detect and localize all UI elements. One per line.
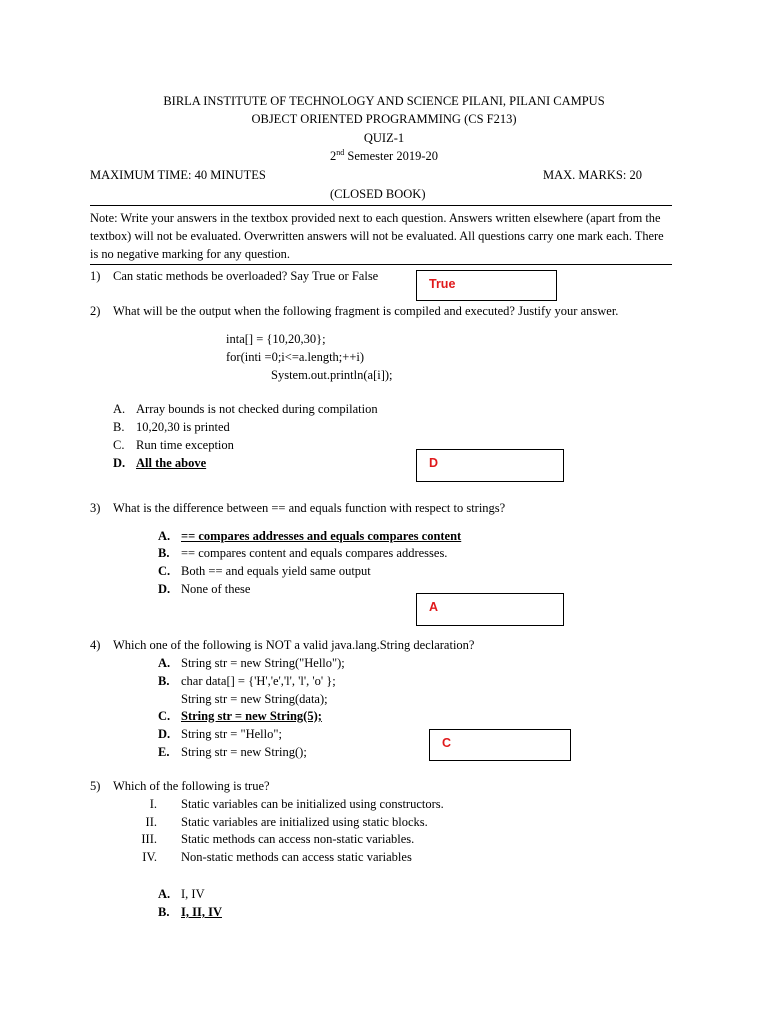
option-text-correct: String str = new String(5); (181, 709, 322, 723)
answer-3: A (429, 600, 439, 614)
code-line: inta[] = {10,20,30}; (226, 332, 326, 346)
option-letter: B. (158, 546, 170, 560)
answer-box-4[interactable] (429, 729, 571, 761)
semester-text: Semester 2019-20 (344, 149, 438, 163)
statement-text: Static methods can access non-static variables. (181, 832, 415, 846)
statement-text: Static variables are initialized using static blocks. (181, 815, 428, 829)
option-letter: D. (158, 727, 171, 741)
option-text: String str = new String(); (181, 745, 307, 759)
option-text: Run time exception (136, 438, 234, 452)
option-text: None of these (181, 582, 251, 596)
statement-text: Static variables can be initialized using constructors. (181, 797, 444, 811)
option-text: == compares content and equals compares addresses. (181, 546, 448, 560)
option-letter: A. (158, 656, 171, 670)
institute-name: BIRLA INSTITUTE OF TECHNOLOGY AND SCIENCE PILANI, PILANI CAMPUS (163, 94, 605, 108)
question-2-text: What will be the output when the following fragment is compiled and executed? Justify your answer. (113, 304, 619, 318)
code-line: for(inti =0;i<=a.length;++i) (226, 350, 365, 364)
instructions-note: Note: Write your answers in the textbox provided next to each question. Answers written elsewhere (apart from the textbox) will not be evaluated. Overwritten answers will not be evaluated. All questions carry one mark each. There is no negative marking for any question. (90, 211, 664, 261)
option-letter: A. (158, 529, 171, 543)
option-letter: D. (158, 582, 171, 596)
option-text-continued: String str = new String(data); (181, 692, 328, 706)
max-marks: MAX. MARKS: 20 (543, 168, 642, 182)
question-2-number: 2) (90, 304, 101, 318)
semester-line (0, 149, 768, 164)
answer-4: C (442, 736, 452, 750)
top-rule (90, 205, 672, 206)
question-1-text: Can static methods be overloaded? Say True or False (113, 269, 379, 283)
option-text-correct: All the above (136, 456, 207, 470)
question-3-text: What is the difference between == and equals function with respect to strings? (113, 501, 506, 515)
option-letter: B. (113, 420, 125, 434)
statement-numeral: III. (141, 832, 157, 846)
option-letter: C. (158, 564, 171, 578)
question-5-text: Which of the following is true? (113, 779, 270, 793)
option-text-correct: I, II, IV (181, 905, 222, 919)
option-letter: B. (158, 674, 170, 688)
option-letter: B. (158, 905, 170, 919)
option-letter: E. (158, 745, 170, 759)
statement-numeral: II. (145, 815, 157, 829)
course-title: OBJECT ORIENTED PROGRAMMING (CS F213) (251, 112, 517, 126)
statement-numeral: I. (149, 797, 157, 811)
option-text: 10,20,30 is printed (136, 420, 230, 434)
option-letter: D. (113, 456, 126, 470)
bottom-rule (90, 264, 672, 265)
option-text-correct: == compares addresses and equals compares content (181, 529, 462, 543)
option-letter: C. (158, 709, 171, 723)
max-time: MAXIMUM TIME: 40 MINUTES (90, 168, 266, 182)
option-letter: A. (113, 402, 126, 416)
question-3-number: 3) (90, 501, 101, 515)
question-1-number: 1) (90, 269, 101, 283)
option-text: I, IV (181, 887, 205, 901)
semester-number: 2 (330, 149, 337, 163)
answer-box-2[interactable] (416, 449, 564, 482)
exam-title: QUIZ-1 (363, 131, 405, 145)
option-text: Both == and equals yield same output (181, 564, 371, 578)
option-letter: C. (113, 438, 125, 452)
statement-numeral: IV. (142, 850, 157, 864)
option-text: String str = new String("Hello"); (181, 656, 345, 670)
answer-box-3[interactable] (416, 593, 564, 626)
semester-suffix: nd (336, 147, 345, 157)
answer-1: True (429, 277, 456, 291)
closed-book: (CLOSED BOOK) (330, 187, 426, 201)
option-text: char data[] = {'H','e','l', 'l', 'o' }; (181, 674, 336, 688)
code-line: System.out.println(a[i]); (271, 368, 393, 382)
statement-text: Non-static methods can access static variables (181, 850, 412, 864)
option-text: String str = "Hello"; (181, 727, 282, 741)
option-letter: A. (158, 887, 171, 901)
question-5-number: 5) (90, 779, 101, 793)
answer-2: D (429, 456, 439, 470)
question-4-text: Which one of the following is NOT a valid java.lang.String declaration? (113, 638, 475, 652)
option-text: Array bounds is not checked during compilation (136, 402, 378, 416)
question-4-number: 4) (90, 638, 101, 652)
answer-box-1[interactable] (416, 270, 557, 301)
